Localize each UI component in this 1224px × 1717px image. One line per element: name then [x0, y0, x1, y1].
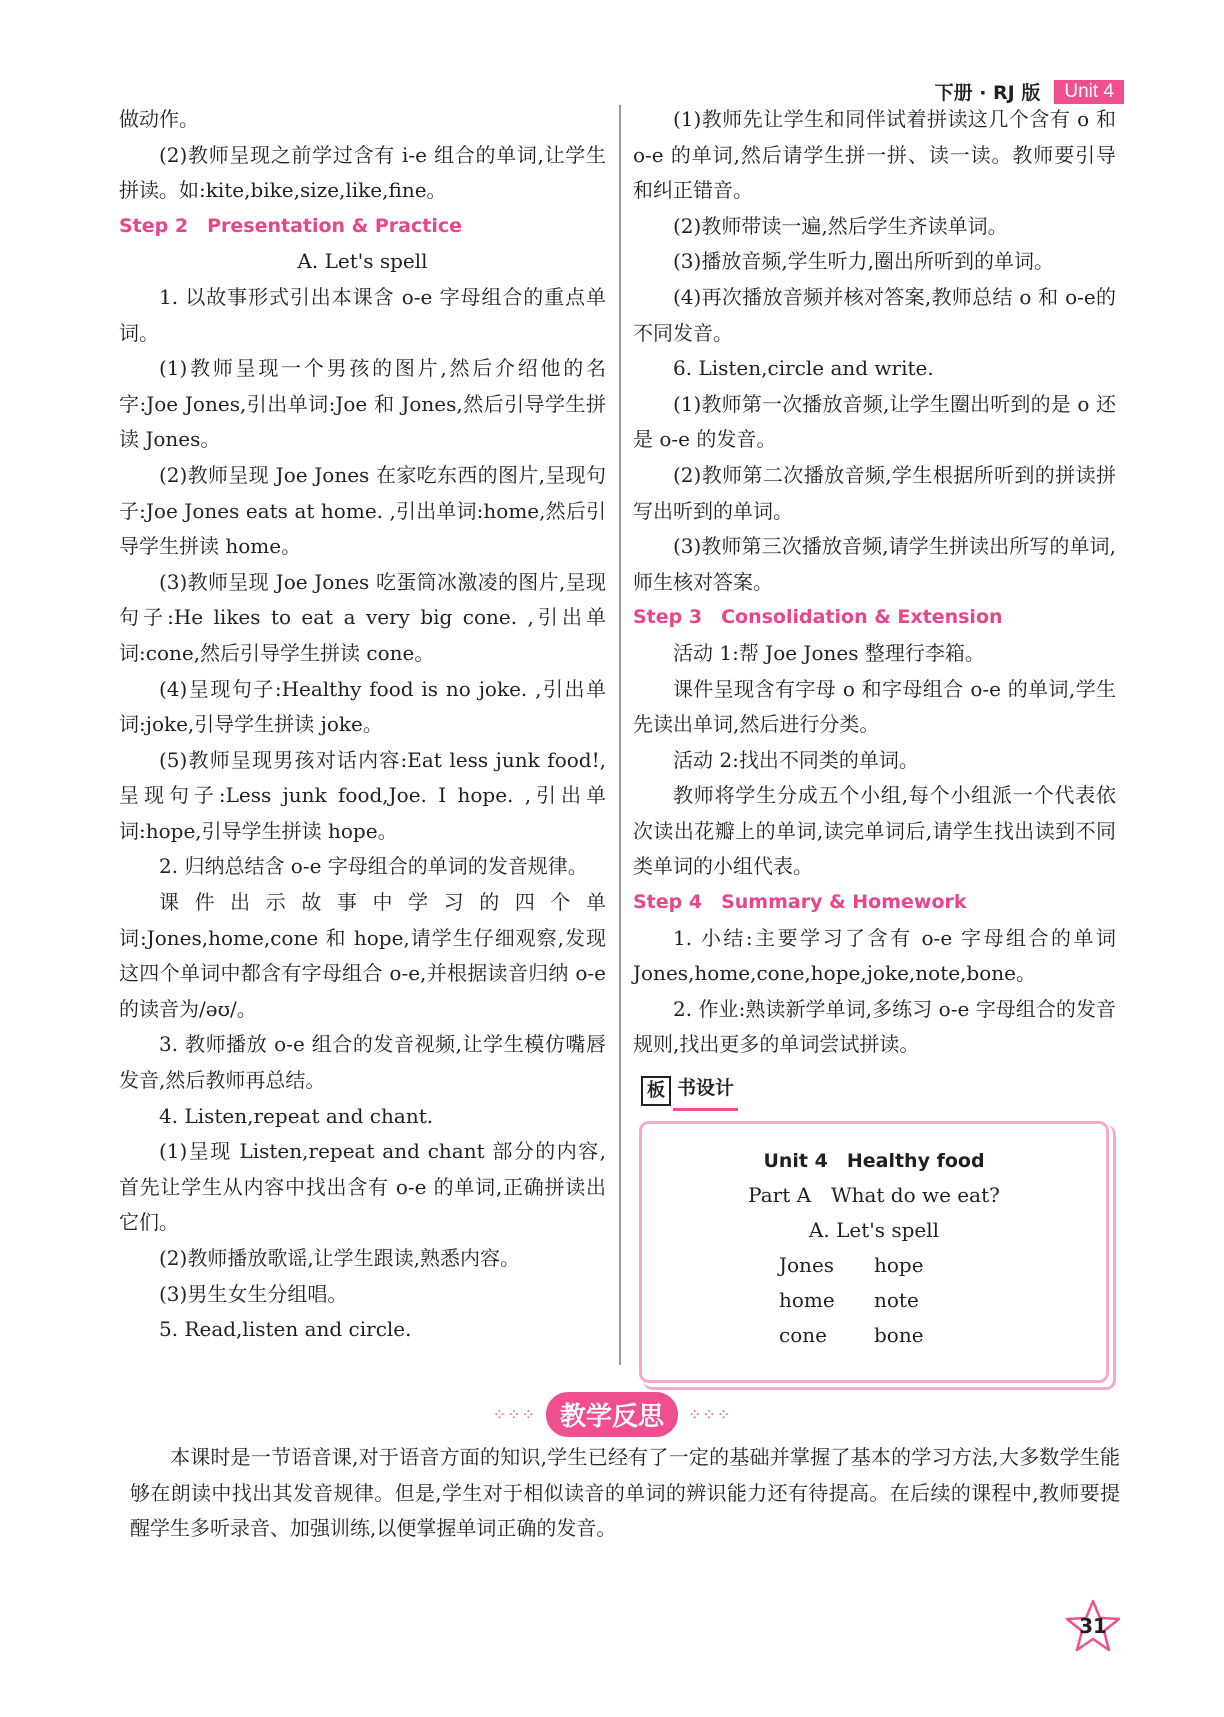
paragraph: (3)教师呈现 Joe Jones 吃蛋筒冰激凌的图片,呈现句子:He likes to eat a very big cone. ,引出单词:cone,然后引导学生拼读 cone。	[119, 569, 606, 665]
paragraph: 2. 归纳总结含 o-e 字母组合的单词的发音规律。	[159, 854, 588, 879]
board-word: home	[779, 1288, 835, 1313]
paragraph: (2)教师带读一遍,然后学生齐读单词。	[673, 213, 1008, 238]
right-column	[633, 102, 1116, 1383]
board-part: Part A What do we eat?	[748, 1183, 1000, 1208]
paragraph: 课件出示故事中学习的四个单词:Jones,home,cone 和 hope,请学生仔细观察,发现这四个单词中都含有字母组合 o-e,并根据读音归纳 o-e 的读音为/əʊ/。	[119, 890, 606, 1021]
reflection-text: 本课时是一节语音课,对于语音方面的知识,学生已经有了一定的基础并掌握了基本的学习方法,大多数学生能够在朗读中找出其发音规律。但是,学生对于相似读音的单词的辨识能力还有待提高。在后续的课程中,教师要提醒学生多听录音、加强训练,以便掌握单词正确的发音。	[130, 1445, 1120, 1541]
paragraph: 3. 教师播放 o-e 组合的发音视频,让学生模仿嘴唇发音,然后教师再总结。	[119, 1032, 606, 1093]
paragraph: (2)教师第二次播放音频,学生根据所听到的拼读拼写出听到的单词。	[633, 462, 1116, 523]
reflection-title: 教学反思	[546, 1392, 678, 1437]
paragraph: 课件呈现含有字母 o 和字母组合 o-e 的单词,学生先读出单词,然后进行分类。	[633, 676, 1116, 737]
board-label-text: 书设计	[673, 1071, 738, 1112]
decorative-dots-icon: ⁘⁘⁘	[688, 1405, 732, 1424]
paragraph: 1. 以故事形式引出本课含 o-e 字母组合的重点单词。	[119, 284, 606, 345]
paragraph: 1. 小结:主要学习了含有 o-e 字母组合的单词 Jones,home,cone,hope,joke,note,bone。	[633, 925, 1116, 986]
paragraph: 做动作。	[119, 107, 199, 131]
paragraph: (4)再次播放音频并核对答案,教师总结 o 和 o-e的不同发音。	[633, 284, 1116, 345]
board-design-box	[639, 1121, 1109, 1383]
paragraph: (3)男生女生分组唱。	[159, 1281, 348, 1306]
board-word-grid	[642, 1248, 1106, 1353]
board-word: bone	[874, 1323, 924, 1348]
column-divider	[619, 105, 621, 1365]
board-word: hope	[874, 1253, 924, 1278]
board-word: cone	[779, 1323, 827, 1348]
paragraph: (2)教师播放歌谣,让学生跟读,熟悉内容。	[159, 1246, 521, 1270]
paragraph: (1)呈现 Listen,repeat and chant 部分的内容,首先让学生从内容中找出含有 o-e 的单词,正确拼读出它们。	[119, 1139, 606, 1235]
paragraph: (3)教师第三次播放音频,请学生拼读出所写的单词,师生核对答案。	[633, 534, 1116, 594]
paragraph: 4. Listen,repeat and chant.	[159, 1103, 434, 1128]
paragraph: 活动 1:帮 Joe Jones 整理行李箱。	[673, 640, 985, 665]
board-title: Unit 4 Healthy food	[763, 1150, 985, 1173]
paragraph: 教师将学生分成五个小组,每个小组派一个代表依次读出花瓣上的单词,读完单词后,请学生找出读到不同类单词的小组代表。	[633, 783, 1116, 879]
paragraph: (1)教师呈现一个男孩的图片,然后介绍他的名字:Joe Jones,引出单词:Joe 和 Jones,然后引导学生拼读 Jones。	[119, 356, 606, 452]
paragraph: (5)教师呈现男孩对话内容:Eat less junk food!,呈现句子:Less junk food,Joe. I hope. ,引出单词:hope,引导学生拼读 hope。	[119, 747, 606, 843]
book-label: 下册 · RJ 版	[934, 82, 1041, 104]
paragraph: 活动 2:找出不同类的单词。	[673, 747, 919, 772]
board-word: note	[874, 1288, 919, 1313]
paragraph: (2)教师呈现之前学过含有 i-e 组合的单词,让学生拼读。如:kite,bike,size,like,fine。	[119, 142, 606, 203]
board-design-heading	[641, 1073, 1116, 1109]
step-heading: Step 4 Summary & Homework	[633, 891, 967, 914]
paragraph: (1)教师先让学生和同伴试着拼读这几个含有 o 和 o-e 的单词,然后请学生拼一拼、读一读。教师要引导和纠正错音。	[633, 107, 1116, 203]
step-heading: Step 3 Consolidation & Extension	[633, 606, 1003, 629]
page-header	[935, 78, 1124, 105]
section-heading: A. Let's spell	[297, 249, 428, 274]
unit-badge: Unit 4	[1054, 80, 1124, 104]
paragraph: (1)教师第一次播放音频,让学生圈出听到的是 o 还是 o-e 的发音。	[633, 391, 1116, 452]
board-word: Jones	[779, 1253, 835, 1278]
paragraph: 5. Read,listen and circle.	[159, 1317, 412, 1342]
decorative-dots-icon: ⁘⁘⁘	[492, 1405, 536, 1424]
paragraph: 6. Listen,circle and write.	[673, 356, 934, 381]
left-column	[119, 102, 606, 1348]
step-heading: Step 2 Presentation & Practice	[119, 214, 462, 237]
paragraph: (2)教师呈现 Joe Jones 在家吃东西的图片,呈现句子:Joe Jones eats at home. ,引出单词:home,然后引导学生拼读 home。	[119, 462, 606, 559]
paragraph: (3)播放音频,学生听力,圈出所听到的单词。	[673, 249, 1055, 274]
board-section: A. Let's spell	[808, 1218, 940, 1243]
reflection-heading	[0, 1392, 1224, 1437]
page-number: 31	[1079, 1614, 1107, 1638]
board-label-box: 板	[641, 1076, 671, 1106]
paragraph: 2. 作业:熟读新学单词,多练习 o-e 字母组合的发音规则,找出更多的单词尝试拼读。	[633, 996, 1116, 1057]
page-number-badge	[1063, 1598, 1123, 1656]
paragraph: (4)呈现句子:Healthy food is no joke. ,引出单词:joke,引导学生拼读 joke。	[119, 676, 606, 737]
